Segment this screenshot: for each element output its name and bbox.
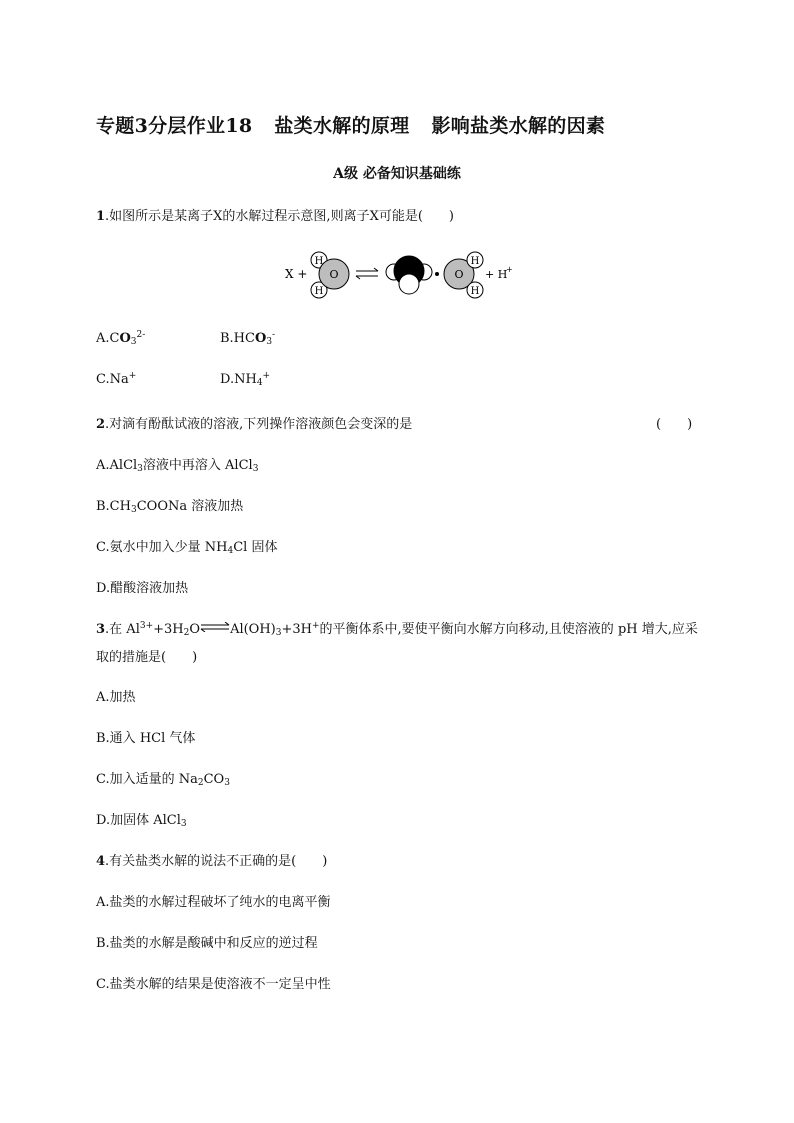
q1-c-sup: + — [128, 371, 137, 381]
q1-b-sup: - — [272, 330, 276, 340]
q3-option-c — [96, 768, 230, 788]
bond-dot — [435, 272, 439, 276]
q1-number: 1 — [96, 209, 106, 224]
q1-a-pre: A.C — [96, 331, 120, 346]
q4-option-a: A.盐类的水解过程破坏了纯水的电离平衡 — [96, 895, 331, 910]
q2-b-sub: 3 — [130, 505, 137, 515]
q3-option-b: B.通入 HCl 气体 — [96, 731, 196, 746]
q1-b-sub: 3 — [266, 337, 273, 347]
q3-s5: +3H — [281, 622, 312, 637]
attached-h-atom — [399, 274, 419, 294]
right-o-label: O — [454, 268, 464, 281]
left-o-label: O — [329, 268, 339, 281]
q1-b-main: O — [254, 331, 267, 346]
q2-number: 2 — [96, 417, 106, 432]
q4-number: 4 — [96, 854, 106, 869]
q1-d-sup: + — [262, 371, 271, 381]
q1-text: .如图所示是某离子X的水解过程示意图,则离子X可能是( ) — [105, 209, 454, 224]
right-h-label-top: H — [470, 256, 480, 267]
q4-option-b: B.盐类的水解是酸碱中和反应的逆过程 — [96, 936, 318, 951]
hydrolysis-diagram — [282, 246, 522, 302]
right-h-label-bottom: H — [470, 286, 480, 297]
q3-stem-line1 — [96, 618, 698, 638]
q2-c-part1: C.氨水中加入少量 NH — [96, 540, 228, 555]
q2-stem — [96, 413, 412, 432]
q2-a-sub1: 3 — [137, 464, 143, 474]
q2-c-part2: Cl 固体 — [233, 540, 278, 555]
q3-s1: .在 Al — [105, 622, 140, 637]
q4-option-c: C.盐类水解的结果是使溶液不一定呈中性 — [96, 977, 331, 992]
diagram-right-sup: + — [506, 265, 513, 274]
q1-stem — [96, 205, 454, 224]
left-h-label-bottom: H — [314, 286, 324, 297]
q2-b-part2: COONa 溶液加热 — [136, 499, 244, 514]
q3-c-part2: CO — [203, 772, 225, 787]
equilibrium-arrow-icon — [356, 268, 378, 279]
q1-c-text: C.Na — [96, 372, 129, 387]
q2-a-part1: A.AlCl — [96, 458, 138, 473]
q2-c-sub: 4 — [227, 546, 234, 556]
q3-s5-sup: + — [312, 621, 320, 631]
diagram-left-prefix: X + — [285, 267, 308, 281]
q3-s2-sub: 2 — [183, 628, 190, 638]
equilibrium-arrow-icon — [200, 622, 230, 632]
title-part1: 专题3分层作业18 — [96, 115, 253, 137]
q3-c-part1: C.加入适量的 Na — [96, 772, 198, 787]
q2-text: .对滴有酚酞试液的溶液,下列操作溶液颜色会变深的是 — [105, 417, 413, 432]
page-title — [96, 111, 605, 138]
title-part2: 盐类水解的原理 — [274, 115, 410, 137]
q3-number: 3 — [96, 622, 106, 637]
q3-d-sub: 3 — [180, 819, 187, 829]
section-heading: A级 必备知识基础练 — [333, 166, 461, 182]
q1-option-a — [96, 330, 145, 347]
q2-option-c — [96, 536, 277, 556]
q3-c-sub2: 3 — [224, 778, 230, 788]
q1-a-main: O — [119, 331, 131, 346]
q3-s4-sub: 3 — [275, 628, 282, 638]
title-part3: 影响盐类水解的因素 — [431, 115, 606, 137]
q1-option-b — [220, 330, 275, 347]
q1-d-pre: D.NH — [220, 372, 257, 387]
left-h-label-top: H — [314, 256, 324, 267]
q3-s2: +3H — [153, 622, 184, 637]
q1-option-d — [220, 371, 270, 388]
q1-d-sub: 4 — [256, 378, 263, 388]
q2-answer-paren: ( ) — [656, 417, 693, 432]
q1-b-pre: B.HC — [220, 331, 255, 346]
q4-stem — [96, 850, 327, 869]
q3-option-d — [96, 809, 187, 829]
q1-option-c — [96, 371, 136, 387]
q2-a-part2: 溶液中再溶入 AlCl — [142, 458, 253, 473]
q3-s6: 的平衡体系中,要使平衡向水解方向移动,且使溶液的 pH 增大,应采 — [319, 622, 698, 637]
q1-a-sup: 2- — [136, 330, 146, 340]
q2-option-d: D.醋酸溶液加热 — [96, 581, 189, 596]
q2-b-part1: B.CH — [96, 499, 131, 514]
q3-s1-sup: 3+ — [139, 621, 154, 631]
q3-s3: O — [189, 622, 201, 637]
q2-option-a — [96, 454, 258, 474]
q3-s4: Al(OH) — [230, 622, 276, 637]
q1-a-sub: 3 — [130, 337, 137, 347]
q3-c-sub1: 2 — [197, 778, 204, 788]
q3-d-part1: D.加固体 AlCl — [96, 813, 181, 828]
q2-a-sub2: 3 — [252, 464, 259, 474]
q3-stem-line2: 取的措施是( ) — [96, 650, 198, 665]
q4-text: .有关盐类水解的说法不正确的是( ) — [105, 854, 328, 869]
q3-option-a: A.加热 — [96, 690, 136, 705]
q2-option-b — [96, 495, 243, 515]
diagram-right-suffix: + H — [485, 268, 508, 281]
